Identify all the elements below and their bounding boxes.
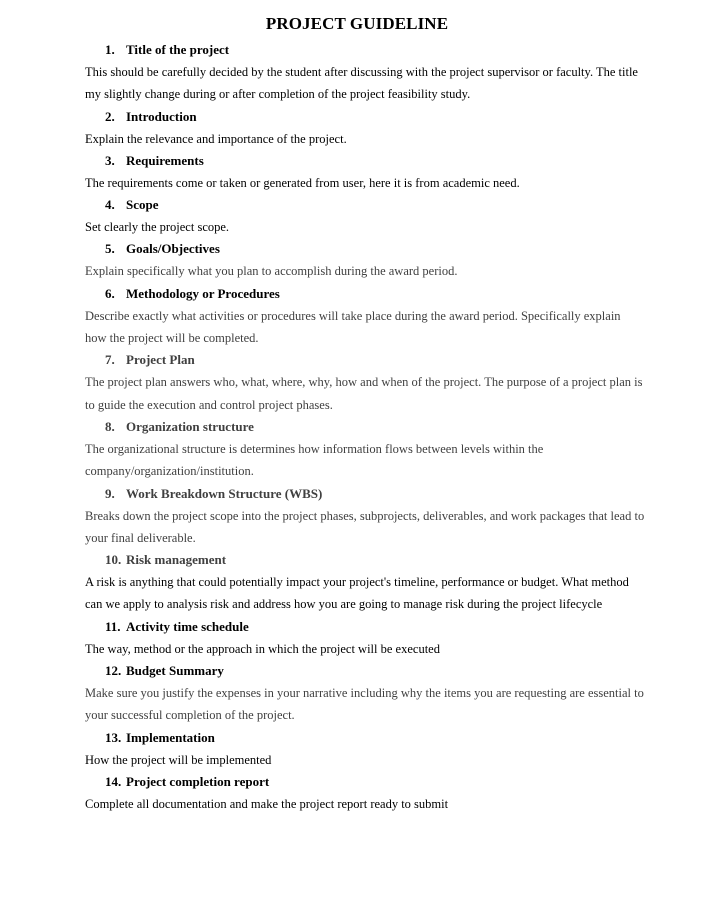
page-title: PROJECT GUIDELINE [265,14,449,33]
section-number: 1. [105,42,115,57]
section-number: 5. [105,241,115,257]
section-heading [85,39,645,61]
section-heading [85,283,645,305]
section-number: 8. [105,418,115,434]
section-number: 12. [105,663,122,679]
section-heading [85,660,645,682]
section-heading [85,106,645,128]
section-text: Explain specifically what you plan to accomplish during the award period. [85,264,458,279]
section-text: The organizational structure is determines how information flows between levels within the company/organization/institution. [85,441,544,479]
section-title: Requirements [126,152,204,168]
section-number: 2. [105,108,115,124]
section-text: Breaks down the project scope into the project phases, subprojects, deliverables, and work packages that lead to your final deliverable. [85,508,645,545]
section-number: 7. [105,352,115,368]
section-text: This should be carefully decided by the student after discussing with the project supervisor or faculty. The title my slightly change during or after completion of the project feasibility study. [85,65,638,102]
section-title: Risk management [126,552,227,568]
section-number: 10. [105,552,122,568]
section-number: 14. [105,773,122,789]
section-number: 3. [105,152,115,168]
section-number: 11. [105,618,121,634]
section-text: Explain the relevance and importance of the project. [85,131,347,146]
section-number: 4. [105,197,115,213]
section-heading [85,150,645,172]
section-text: How the project will be implemented [85,752,272,767]
section-text: Describe exactly what activities or procedures will take place during the award period. Specifically explain how the project will be completed. [85,308,621,346]
section-title: Organization structure [126,418,254,434]
section-text: Set clearly the project scope. [85,220,230,235]
section-heading [85,349,645,371]
section-title: Implementation [126,729,215,745]
section-text: Complete all documentation and make the project report ready to submit [85,796,449,811]
section-text: The project plan answers who, what, where, why, how and when of the project. The purpose of a project plan is to guide the execution and control project phases. [85,375,643,412]
section-text: A risk is anything that could potentially impact your project's timeline, performance or budget. What method can we apply to analysis risk and address how you are going to manage risk during the project lifecycle [85,575,629,612]
section-heading [85,771,645,793]
section-title: Introduction [126,108,197,124]
section-title: Methodology or Procedures [126,285,280,301]
section-number: 13. [105,729,122,745]
section-heading [85,416,645,438]
section-text: The requirements come or taken or generated from user, here it is from academic need. [85,175,520,190]
section-text: Make sure you justify the expenses in your narrative including why the items you are requesting are essential to your successful completion of the project. [85,686,644,723]
section-title: Work Breakdown Structure (WBS) [126,485,323,501]
section-heading [85,727,645,749]
section-title: Scope [126,197,159,213]
section-heading [85,194,645,216]
section-title: Budget Summary [126,663,224,679]
section-title: Activity time schedule [126,618,249,634]
section-text: The way, method or the approach in which the project will be executed [85,641,440,656]
section-title: Project Plan [126,352,195,368]
section-title: Title of the project [126,42,230,57]
section-heading [85,483,645,505]
section-title: Goals/Objectives [126,241,220,257]
section-title: Project completion report [126,773,270,789]
guideline-list [85,39,645,815]
section-heading [85,616,645,638]
section-number: 9. [105,485,115,501]
section-number: 6. [105,285,115,301]
section-heading [85,549,645,571]
section-heading [85,238,645,260]
